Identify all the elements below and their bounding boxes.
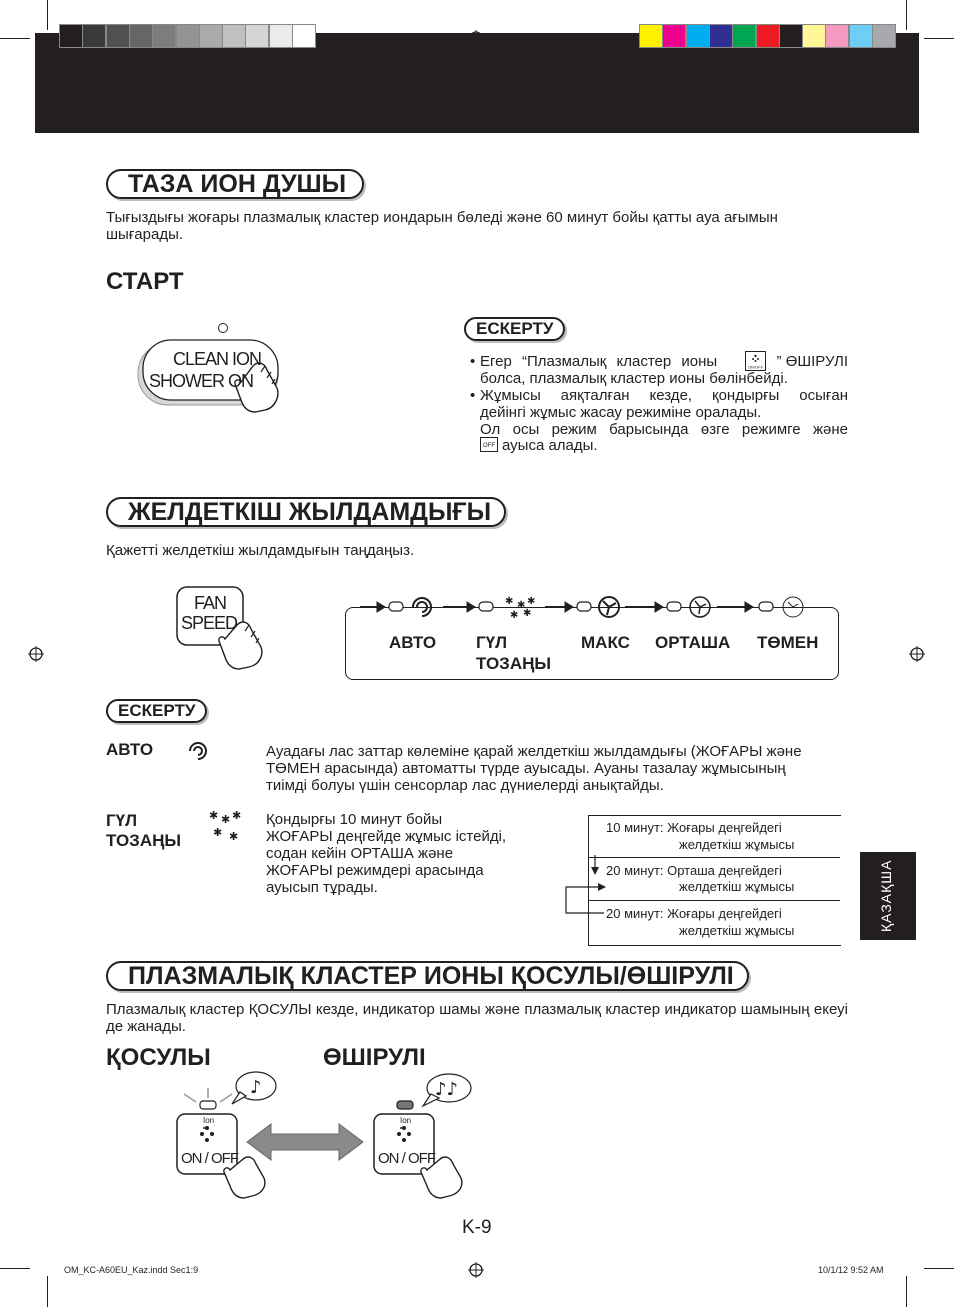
crop-mark (47, 0, 48, 30)
onoff-button-label-on: ON / OFF (181, 1150, 238, 1167)
note1-text-a: Егер “Плазмалық кластер ионы (480, 353, 718, 370)
color-swatch (199, 24, 223, 48)
table-divider (588, 900, 840, 901)
fan-mode-sequence-icons (355, 592, 825, 624)
cycle-step-1b: желдеткіш жұмысы (679, 837, 795, 852)
bullet: • (470, 387, 476, 404)
color-swatch (872, 24, 896, 48)
color-swatch (849, 24, 873, 48)
color-swatch (245, 24, 269, 48)
onoff-icon-text: ON/OFF (747, 364, 764, 370)
color-swatch (732, 24, 756, 48)
mode-med: ОРТАША (655, 633, 731, 652)
off-timer-icon (480, 437, 498, 452)
crop-mark (47, 1276, 48, 1307)
pollen-desc-4: ЖОҒАРЫ режимдері арасында (266, 862, 484, 879)
mode-pollen-2: ТОЗАҢЫ (476, 654, 552, 673)
color-swatch (779, 24, 803, 48)
page-number: K-9 (462, 1217, 492, 1238)
note2-text-b: дейінгі жұмыс жасау режиміне оралады. (480, 404, 762, 421)
svg-text:✱: ✱ (229, 830, 239, 843)
clean-ion-intro: Тығыздығы жоғары плазмалық кластер иондарын бөледі және 60 минут бойы қатты ауа ағымын шығарады. (106, 209, 778, 243)
auto-label: АВТО (106, 740, 154, 759)
note2-text-c: Ол осы режим барысында өзге режимге және (480, 421, 848, 438)
crop-mark (906, 1276, 907, 1307)
off-icon-text: OFF (483, 443, 495, 449)
cycle-step-3a: 20 минут: Жоғары деңгейдегі (606, 906, 782, 921)
color-swatch (106, 24, 130, 48)
svg-text:✱: ✱ (527, 596, 536, 607)
clean-ion-button-label-2: SHOWER ON (149, 371, 254, 391)
crop-mark (906, 0, 907, 30)
fan-button-label-1: FAN (194, 593, 227, 613)
pollen-desc-3: содан кейін ОРТАША және (266, 845, 454, 862)
bullet: • (470, 353, 476, 370)
pollen-desc-1: Қондырғы 10 минут бойы (266, 811, 443, 828)
crop-mark (0, 1268, 30, 1269)
mode-max: МАКС (581, 633, 630, 652)
note2-text-a: Жұмысы аяқталған кезде, қондырғы осыған (480, 387, 848, 404)
color-swatch (709, 24, 733, 48)
cycle-step-3b: желдеткіш жұмысы (679, 923, 795, 938)
color-swatch (802, 24, 826, 48)
header-bar (35, 33, 919, 133)
note-label: ЕСКЕРТУ (464, 317, 565, 341)
fan-button-label-2: SPEED (181, 613, 238, 633)
language-side-tab (860, 852, 916, 940)
svg-text:♪♪: ♪♪ (435, 1079, 458, 1100)
note1-text-c: болса, плазмалық кластер ионы бөлінбейді. (480, 370, 788, 387)
note2-text-d: ауыса алады. (502, 437, 598, 454)
svg-text:✱: ✱ (221, 813, 231, 826)
svg-text:♪: ♪ (250, 1077, 262, 1098)
mode-auto: АВТО (389, 633, 437, 652)
cycle-step-2b: желдеткіш жұмысы (679, 879, 795, 894)
ion-label-on: Ion (203, 1116, 215, 1125)
plasmacluster-onoff-icon (745, 351, 766, 371)
start-heading: СТАРТ (106, 268, 184, 295)
color-swatch (152, 24, 176, 48)
ion-label-off: Ion (400, 1116, 412, 1125)
cycle-loop-arrows (562, 855, 608, 917)
on-heading: ҚОСУЛЫ (106, 1044, 211, 1071)
svg-text:✱: ✱ (213, 826, 223, 839)
section-title-plasmacluster-on-off: ПЛАЗМАЛЫҚ КЛАСТЕР ИОНЫ ҚОСУЛЫ/ӨШІРУЛІ (106, 961, 749, 991)
registration-mark-icon (909, 646, 925, 662)
color-swatch (292, 24, 316, 48)
color-swatch (686, 24, 710, 48)
cycle-step-1a: 10 минут: Жоғары деңгейдегі (606, 820, 782, 835)
registration-mark-icon (28, 646, 44, 662)
crop-mark (0, 38, 30, 39)
language-tab-label: ҚАЗАҚША (878, 859, 894, 932)
pollen-desc-2: ЖОҒАРЫ деңгейде жұмыс істейді, (266, 828, 507, 845)
svg-text:✱: ✱ (209, 809, 219, 822)
mode-low: ТӨМЕН (757, 633, 819, 652)
color-swatch (59, 24, 83, 48)
crop-mark (924, 1268, 954, 1269)
color-swatch (756, 24, 780, 48)
onoff-button-label-off: ON / OFF (378, 1150, 435, 1167)
color-swatch (269, 24, 293, 48)
pollen-label-1: ГҮЛ (106, 811, 138, 830)
plasmacluster-intro: Плазмалық кластер ҚОСУЛЫ кезде, индикатор шамы және плазмалық кластер индикатор шамының екеуі де жанады. (106, 1001, 848, 1035)
svg-text:✱: ✱ (510, 610, 519, 621)
pollen-label-2: ТОЗАҢЫ (106, 831, 182, 850)
note-label: ЕСКЕРТУ (106, 699, 207, 723)
color-swatch (176, 24, 200, 48)
section-title-fan-speed: ЖЕЛДЕТКІШ ЖЫЛДАМДЫҒЫ (106, 497, 506, 527)
plasmacluster-off-illustration (369, 1070, 479, 1200)
toggle-arrow-icon (245, 1120, 365, 1164)
registration-mark-icon (468, 1262, 484, 1278)
note1-text-b: ” ӨШІРУЛІ (776, 353, 848, 370)
table-divider (588, 857, 840, 858)
auto-mode-icon (186, 739, 210, 763)
color-swatch (129, 24, 153, 48)
color-swatch (639, 24, 663, 48)
footer-timestamp: 10/1/12 9:52 AM (818, 1265, 884, 1275)
cycle-step-2a: 20 минут: Орташа деңгейдегі (606, 863, 782, 878)
svg-text:✱: ✱ (523, 608, 532, 619)
color-swatch (82, 24, 106, 48)
fan-speed-intro: Қажетті желдеткіш жылдамдығын таңдаңыз. (106, 542, 415, 559)
auto-description: Ауадағы лас заттар көлеміне қарай желдеткіш жылдамдығы (ЖОҒАРЫ және ТӨМЕН арасында) автоматты түрде ауысады. Ауаны тазалау жұмысының тиімді болуы үшін сенсорлар лас дүниелерді анықтайды. (266, 743, 802, 794)
footer-file-info: OM_KC-A60EU_Kaz.indd Sec1:9 (64, 1265, 199, 1275)
color-swatch (825, 24, 849, 48)
svg-text:✱: ✱ (505, 596, 514, 607)
color-swatch (662, 24, 686, 48)
color-swatch (222, 24, 246, 48)
crop-mark (924, 38, 954, 39)
section-title-clean-ion-shower: ТАЗА ИОН ДУШЫ (106, 169, 364, 199)
off-heading: ӨШІРУЛІ (323, 1044, 426, 1071)
pollen-mode-icon (205, 808, 245, 848)
mode-pollen-1: ГҮЛ (476, 633, 508, 652)
registration-mark-icon (468, 30, 484, 46)
clean-ion-button-label-1: CLEAN ION (173, 349, 262, 369)
svg-text:✱: ✱ (517, 600, 526, 611)
svg-text:✱: ✱ (232, 809, 242, 822)
pollen-desc-5: ауысып тұрады. (266, 879, 378, 896)
